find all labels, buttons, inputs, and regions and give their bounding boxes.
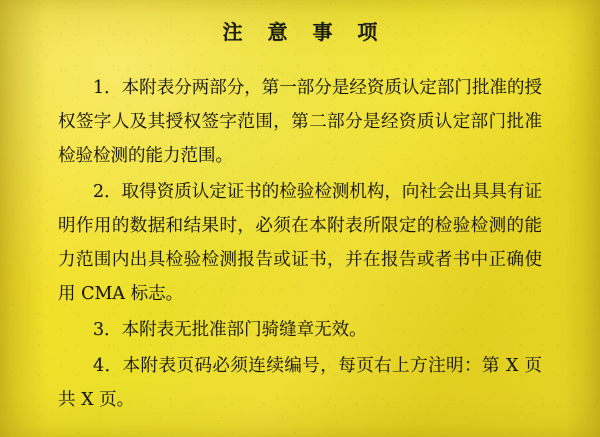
notice-item-3: 3．本附表无批准部门骑缝章无效。 bbox=[93, 320, 367, 340]
page-title: 注 意 事 项 bbox=[222, 20, 387, 44]
notice-list bbox=[58, 71, 542, 417]
notice-item-2: 2．取得资质认定证书的检验检测机构，向社会出具具有证明作用的数据和结果时，必须在本附表所限定的检验检测的能力范围内出具检验检测报告或证书，并在报告或者书中正确使用 CMA 标志。 bbox=[58, 182, 542, 304]
notice-item-4: 4．本附表页码必须连续编号，每页右上方注明：第 X 页共 X 页。 bbox=[58, 356, 542, 410]
notice-item-1: 1．本附表分两部分，第一部分是经资质认定部门批准的授权签字人及其授权签字范围，第二部分是经资质认定部门批准检验检测的能力范围。 bbox=[58, 78, 542, 166]
document-content bbox=[0, 16, 600, 417]
